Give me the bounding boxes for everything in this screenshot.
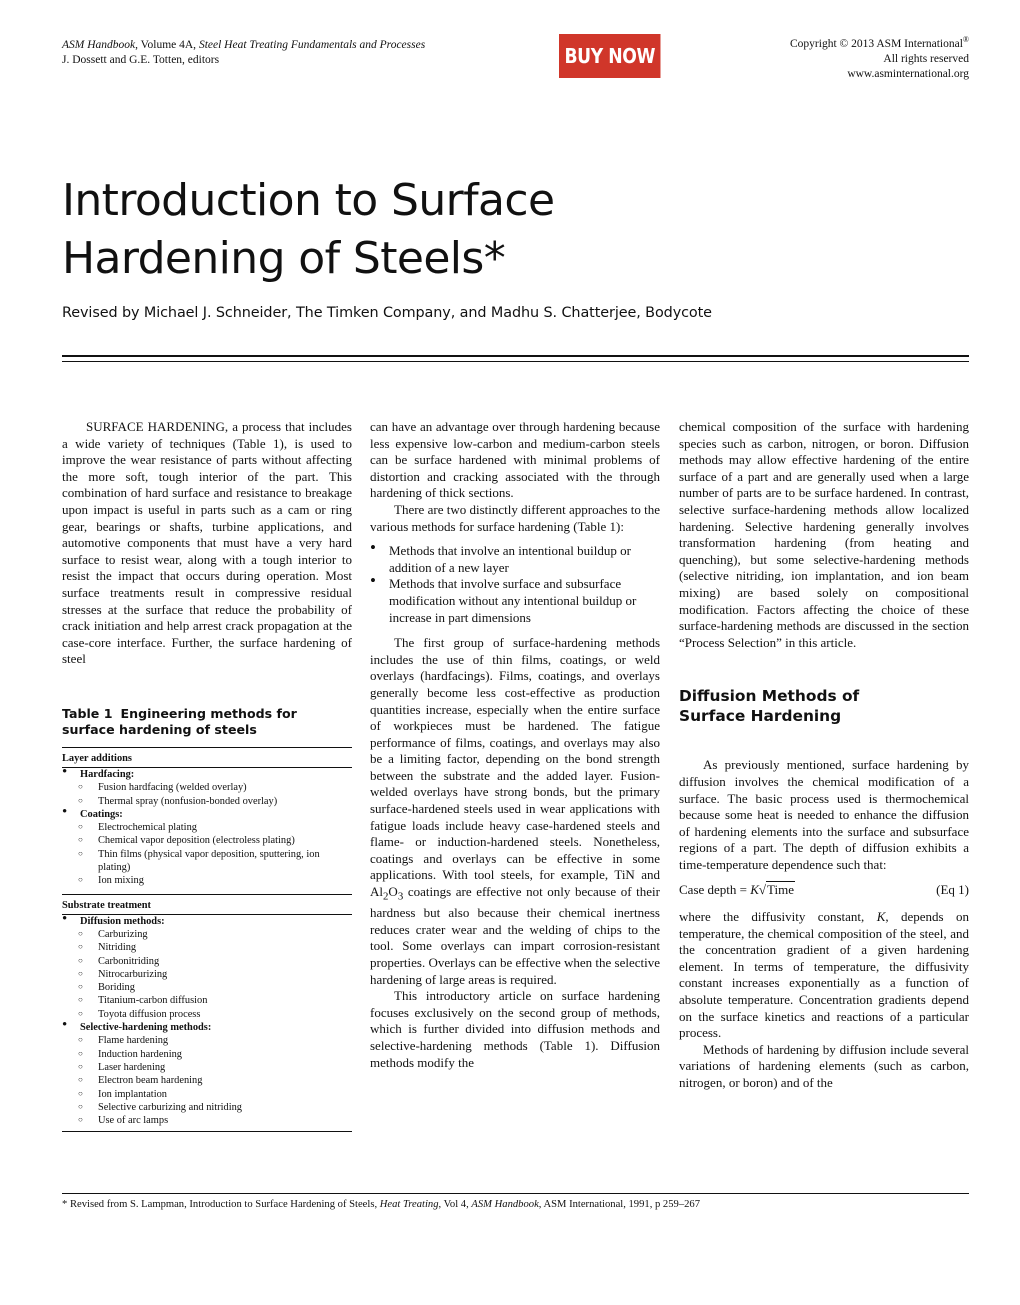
text-run: The first group of surface-hardening methods includes the use of thin films, coatings, or weld overlays (hardfacings). Films, coatings, and overlays generally become less cost-effective as production quantities increase, especially when the entire surface of workpieces must be hardened. The fatigue performance of films, coatings, and overlays may also be a limiting factor, depending on the bond strength between the substrate and the added layer. Fusion-welded overlays have strong bonds, but the primary surface-hardened steels used in wear applications with fatigue loads include heavy case-hardened steels and flame- or induction-hardened steels. Nonetheless, coatings and overlays can be effective in some applications. With tool steels, for example, TiN and Al	[370, 635, 660, 900]
eq-k: K	[750, 882, 759, 898]
copyright-block	[790, 32, 969, 82]
title-line-2: Hardening of Steels*	[62, 233, 506, 284]
table-1	[62, 706, 352, 1132]
table-item: ○ Nitrocarburizing	[62, 968, 352, 981]
section-heading	[679, 686, 969, 726]
text-run: * Revised from S. Lampman, Introduction to Surface Hardening of Steels,	[62, 1199, 380, 1210]
rights-line: All rights reserved	[883, 52, 969, 65]
title-line-1: Introduction to Surface	[62, 175, 555, 226]
volume-text: , Volume 4A,	[135, 39, 199, 51]
table-top-rule	[62, 747, 352, 748]
citation-line-1	[62, 38, 425, 53]
table-item: ○ Electrochemical plating	[62, 821, 352, 834]
copyright-text: Copyright © 2013 ASM International	[790, 37, 963, 50]
equation-body	[679, 882, 795, 899]
table-item: ○ Boriding	[62, 981, 352, 994]
list-item: • Methods that involve surface and subsurface modification without any intentional buildup or increase in part dimensions	[370, 576, 660, 626]
table-label: Table 1	[62, 706, 113, 721]
table-item: ○ Titanium-carbon diffusion	[62, 994, 352, 1007]
text-run: ASM Handbook	[471, 1199, 539, 1210]
editors-line: J. Dossett and G.E. Totten, editors	[62, 54, 220, 66]
text-run: , Vol 4,	[438, 1199, 472, 1210]
sqrt-symbol: √	[758, 882, 767, 898]
table-item: ○ Carburizing	[62, 928, 352, 941]
paragraph: As previously mentioned, surface hardening by diffusion involves the chemical modification of a surface. The basic process used is thermochemical because some heat is needed to enhance the diffusion of hardening elements into the surface and subsurface regions of a part. The depth of diffusion exhibits a time-temperature dependence such that:	[679, 757, 969, 872]
table-item: ○ Use of arc lamps	[62, 1114, 352, 1127]
paragraph	[370, 635, 660, 988]
text-run: Heat Treating	[379, 1199, 439, 1210]
table-group-hardfacing: • Hardfacing:	[62, 768, 352, 781]
heading-line-2: Surface Hardening	[679, 707, 842, 726]
table-group-diffusion: • Diffusion methods:	[62, 915, 352, 928]
handbook-name: ASM Handbook	[62, 39, 136, 51]
table-item: ○ Laser hardening	[62, 1061, 352, 1074]
intro-paragraph: SURFACE HARDENING, a process that includes a wide variety of techniques (Table 1), is used to improve the wear resistance of parts without affecting the more soft, tough interior of the part. This combination of hard surface and resistance to breakage upon impact is useful in parts such as a cam or ring gear, bearings or shafts, turbine applications, and automotive components that must have a very hard surface to resist wear, along with a tough interior to resist the impact that occurs during operation. Most surface treatments result in compressive residual stresses at the surface that reduce the probability of crack initiation and help arrest crack propagation at the case-core interface. Further, the surface hardening of steel	[62, 419, 352, 667]
equation-label: (Eq 1)	[936, 882, 969, 898]
registered-mark: ®	[962, 35, 969, 44]
column-3	[679, 419, 969, 1092]
table-item: ○ Selective carburizing and nitriding	[62, 1101, 352, 1114]
table-bottom-rule	[62, 1131, 352, 1132]
approach-list	[370, 543, 660, 626]
volume-title: Steel Heat Treating Fundamentals and Processes	[198, 39, 426, 51]
paragraph: chemical composition of the surface with hardening species such as carbon, nitrogen, or boron. Diffusion methods may allow effective hardening of the entire surface of a part and are generally used when a large number of parts are to be surface hardened. In contrast, selective surface-hardening methods allow localized hardening. Selective hardening generally involves transformation hardening (from heating and quenching), but some selective-hardening methods (selective nitriding, ion implantation, and ion beam mixing) are based solely on compositional modification. Factors affecting the choice of these surface-hardening methods are discussed in the section “Process Selection” in this article.	[679, 419, 969, 650]
eq-lhs: Case depth =	[679, 882, 751, 898]
text-run: coatings are effective not only because of their hardness but also because their chemical inertness reduces crater wear and the welding of chips to the tool. Some overlays can impart corrosion-resistant properties. Overlays can be effective when the selective hardening of large areas is required.	[370, 884, 660, 987]
table-item: ○ Nitriding	[62, 941, 352, 954]
table-caption	[62, 706, 352, 738]
website-link[interactable]: www.asminternational.org	[847, 67, 969, 80]
subscript: 3	[397, 890, 404, 903]
table-item: ○ Thermal spray (nonfusion-bonded overlay)	[62, 795, 352, 808]
article-title	[62, 172, 554, 288]
table-section-layer-additions: Layer additions	[62, 753, 132, 764]
text-run: , ASM International, 1991, p 259–267	[538, 1199, 701, 1210]
table-item: ○ Toyota diffusion process	[62, 1008, 352, 1021]
table-item: ○ Chemical vapor deposition (electroless plating)	[62, 834, 352, 847]
table-item: ○ Electron beam hardening	[62, 1074, 352, 1087]
paragraph: There are two distinctly different approaches to the various methods for surface hardening (Table 1):	[370, 501, 660, 534]
footnote	[62, 1199, 700, 1210]
table-group-selective: • Selective-hardening methods:	[62, 1021, 352, 1034]
table-section-substrate-treatment: Substrate treatment	[62, 899, 151, 911]
buy-now-button[interactable]: BUY NOW	[559, 34, 660, 78]
table-item: ○ Thin films (physical vapor deposition, sputtering, ion plating)	[62, 848, 352, 875]
table-item: ○ Induction hardening	[62, 1048, 352, 1061]
table-item: ○ Ion implantation	[62, 1088, 352, 1101]
revised-by-line: Revised by Michael J. Schneider, The Timken Company, and Madhu S. Chatterjee, Bodycote	[62, 305, 712, 321]
text-run: O	[388, 884, 398, 900]
paragraph: Methods of hardening by diffusion include several variations of hardening elements (such as carbon, nitrogen, or boron) and of the	[679, 1041, 969, 1090]
eq-radicand: Time	[767, 882, 795, 898]
table-item: ○ Carbonitriding	[62, 955, 352, 968]
table-item: ○ Ion mixing	[62, 874, 352, 887]
title-rule-thick	[62, 355, 969, 357]
table-item: ○ Flame hardening	[62, 1034, 352, 1047]
equation-1	[679, 882, 969, 899]
text-run: , depends on temperature, the chemical composition of the steel, and the concentration gradient of a given hardening element. In terms of temperature, the diffusivity constant increases exponentially as a function of absolute temperature. Concentration gradients depend on the surface kinetics and reactions of a particular process.	[679, 909, 969, 1041]
running-header-citation	[62, 38, 425, 68]
heading-line-1: Diffusion Methods of	[679, 687, 860, 706]
paragraph: can have an advantage over through hardening because less expensive low-carbon and medium-carbon steels can be surface hardened with minimal problems of distortion and cracking associated with the through hardening of thick sections.	[370, 419, 660, 501]
footnote-rule	[62, 1193, 969, 1194]
table-caption-text: Engineering methods for surface hardening of steels	[62, 706, 297, 737]
title-rule-thin	[62, 361, 969, 362]
table-item: ○ Fusion hardfacing (welded overlay)	[62, 781, 352, 794]
table-group-coatings: • Coatings:	[62, 808, 352, 821]
text-run: where the diffusivity constant,	[679, 909, 877, 925]
table-section-rule	[62, 894, 352, 895]
column-1	[62, 419, 352, 668]
column-2	[370, 419, 660, 1071]
list-item: • Methods that involve an intentional buildup or addition of a new layer	[370, 543, 660, 576]
paragraph	[679, 909, 969, 1042]
paragraph: This introductory article on surface hardening focuses exclusively on the second group of methods, which is further divided into diffusion methods and selective-hardening methods (Table 1). Diffusion methods modify the	[370, 988, 660, 1070]
subscript: 2	[383, 890, 389, 903]
text-run: K	[876, 909, 886, 925]
copyright-line	[790, 32, 969, 52]
